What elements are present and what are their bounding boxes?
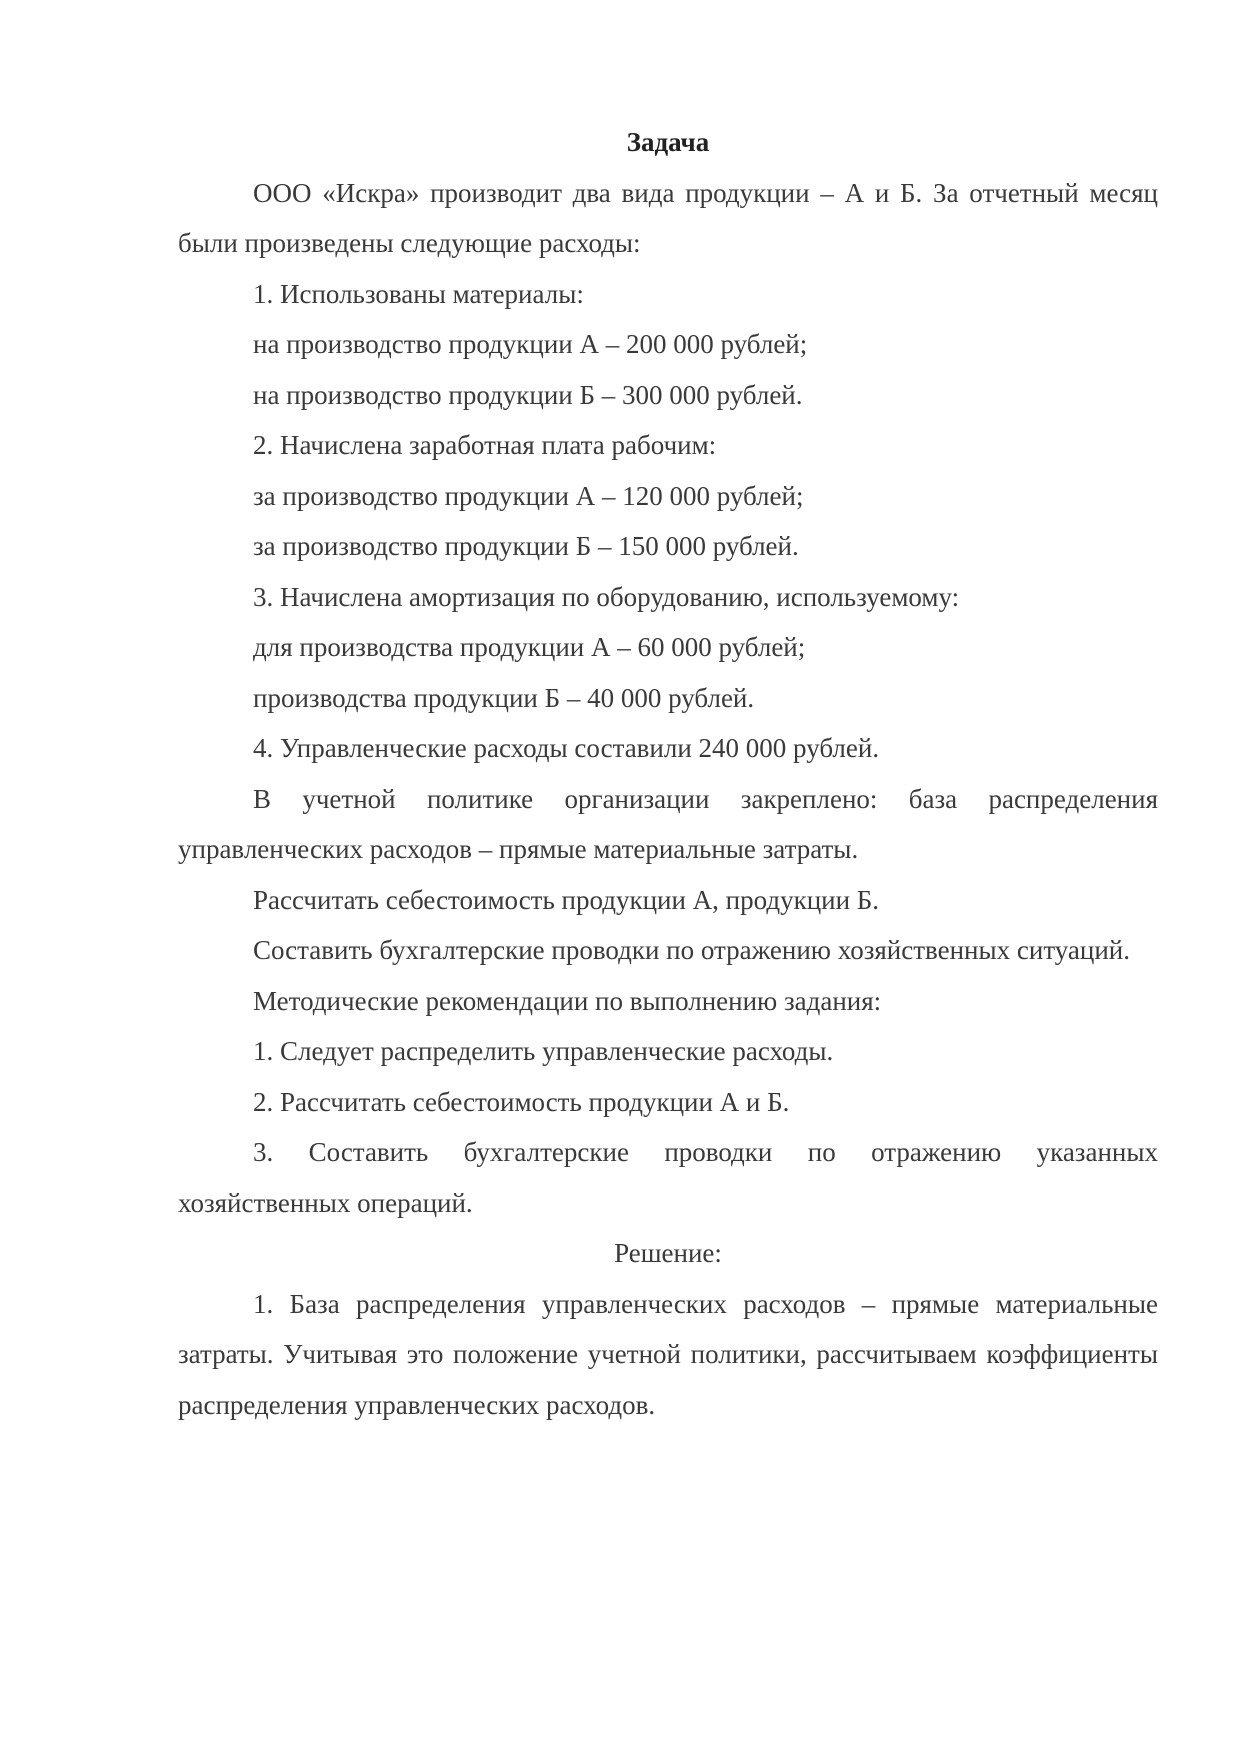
method-step2: 2. Рассчитать себестоимость продукции А и Б. (253, 1086, 790, 1117)
solution-heading: Решение: (614, 1238, 722, 1268)
item1-line-a: на производство продукции А – 200 000 рублей; (253, 329, 808, 359)
document-body (178, 117, 1158, 1430)
item4-line: 4. Управленческие расходы составили 240 000 рублей. (253, 733, 880, 763)
intro-paragraph: ООО «Искра» производит два вида продукции – А и Б. За отчетный месяц были произведены следующие расходы: (178, 177, 1158, 258)
item2-line-a: за производство продукции А – 120 000 рублей; (253, 480, 804, 511)
method-heading: Методические рекомендации по выполнению задания: (253, 985, 882, 1016)
item3-heading: 3. Начислена амортизация по оборудованию, используемому: (253, 581, 960, 612)
task2-paragraph: Составить бухгалтерские проводки по отражению хозяйственных ситуаций. (253, 935, 1130, 965)
item1-line-b: на производство продукции Б – 300 000 рублей. (253, 379, 803, 410)
item3-line-b: производства продукции Б – 40 000 рублей. (253, 682, 755, 713)
item2-heading: 2. Начислена заработная плата рабочим: (253, 430, 717, 460)
solution-paragraph1: 1. База распределения управленческих расходов – прямые материальные затраты. Учитывая это положение учетной политики, рассчитываем коэффициенты распределения управленческих расходов. (178, 1288, 1158, 1420)
item3-line-a: для производства продукции А – 60 000 рублей; (253, 632, 806, 662)
task1-line: Рассчитать себестоимость продукции А, продукции Б. (253, 884, 880, 915)
document-title: Задача (626, 127, 710, 157)
item1-heading: 1. Использованы материалы: (253, 278, 584, 309)
item2-line-b: за производство продукции Б – 150 000 рублей. (253, 531, 799, 561)
method-step1: 1. Следует распределить управленческие расходы. (253, 1036, 834, 1066)
policy-paragraph: В учетной политике организации закреплено: база распределения управленческих расходов – прямые материальные затраты. (178, 783, 1158, 864)
method-step3: 3. Составить бухгалтерские проводки по отражению указанных хозяйственных операций. (178, 1137, 1158, 1218)
